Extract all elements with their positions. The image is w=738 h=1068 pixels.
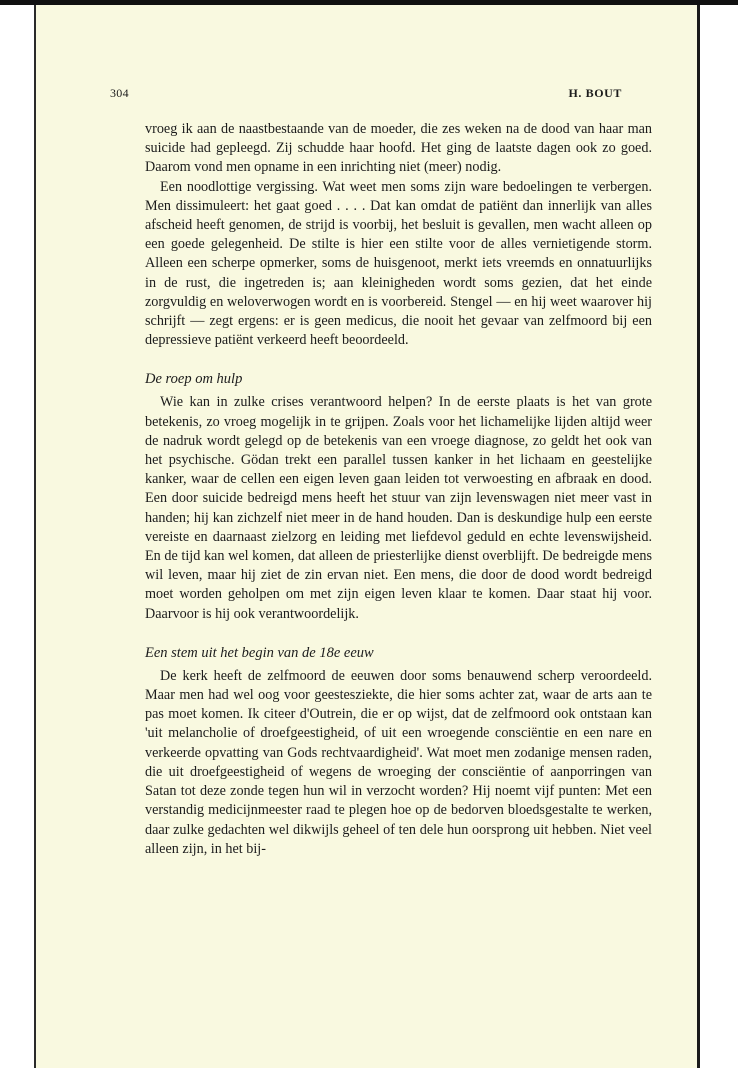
- body-text: [145, 120, 652, 859]
- section-heading: De roep om hulp: [145, 371, 243, 388]
- section-heading: Een stem uit het begin van de 18e eeuw: [145, 644, 374, 661]
- page-number: 304: [110, 86, 129, 100]
- scan-right-margin: [700, 5, 738, 1068]
- page-header: [110, 86, 622, 102]
- paragraph: Een noodlottige vergissing. Wat weet men soms zijn ware bedoelingen te verbergen. Men dissimuleert: het gaat goed . . . . Dat kan omdat de patiënt dan innerlijk van alles afscheid heeft genomen, de strijd is voorbij, het besluit is gevallen, men wacht alleen op een goede gelegenheid. De stilte is hier een stilte voor de alles vernietigende storm. Alleen een scherpe opmerker, soms de huisgenoot, merkt iets vreemds en onnatuurlijks in de rust, die ingetreden is; aan kleinigheden wordt soms gezien, dat het einde zorgvuldig en weloverwogen wordt en is voorbereid. Stengel — en hij weet waarover hij schrijft — zegt ergens: er is geen medicus, die nooit het gevaar van zelfmoord bij een depressieve patiënt verkeerd heeft beoordeeld.: [145, 178, 652, 349]
- paragraph: De kerk heeft de zelfmoord de eeuwen door soms benauwend scherp veroordeeld. Maar men had wel oog voor geestesziekte, die hier soms achter zat, waar de arts aan te pas moet komen. Ik citeer d'Outrein, die er op wijst, dat de zelfmoord ook ontstaan kan 'uit melancholie of droefgeestigheid, of uit een wroegende consciëntie en een nare en verkeerde opvatting van Gods rechtvaardigheid'. Wat moet men zodanige mensen raden, die uit droefgeestigheid of wegens de wroeging der consciëntie of aanporringen van Satan tot deze zonde tegen hun wil in verzocht worden? Hij noemt vijf punten: Met een verstandig medicijnmeester raad te plegen hoe op de bedorven bloedsgestalte te werken, daar zulke gedachten wel dikwijls geheel of ten dele hun oorsprong uit hebben. Niet veel alleen zijn, in het bij-: [145, 667, 652, 857]
- running-head: H. BOUT: [568, 86, 622, 100]
- paragraph: vroeg ik aan de naastbestaande van de moeder, die zes weken na de dood van haar man suicide had gepleegd. Zij schudde haar hoofd. Het ging de laatste dagen ook zo goed. Daarom vond men opname in een inrichting niet (meer) nodig.: [145, 121, 652, 176]
- paragraph: Wie kan in zulke crises verantwoord helpen? In de eerste plaats is het van grote betekenis, zo vroeg mogelijk in te grijpen. Zoals voor het lichamelijke lijden altijd weer de nadruk wordt gelegd op de betekenis van een vroege diagnose, zo geldt het ook van het psychische. Gödan trekt een parallel tussen kanker in het lichaam en geestelijke kanker, waar de cellen een eigen leven gaan leiden tot verwoesting en afbraak en dood. Een door suicide bedreigd mens heeft het stuur van zijn levenswagen niet meer vast in handen; hij kan zichzelf niet meer in de hand houden. Dan is deskundige hulp een eerste vereiste en daarnaast zielzorg en leiding met liefdevol geduld en echte levenswijsheid. En de tijd kan wel komen, dat alleen de priesterlijke dienst overblijft. De bedreigde mens wil leven, maar hij ziet de zin ervan niet. Een mens, die door de dood wordt bedreigd moet worden geholpen om met zijn eigen leven klaar te komen. Daar staat hij voor. Daarvoor is hij ook verantwoordelijk.: [145, 394, 652, 622]
